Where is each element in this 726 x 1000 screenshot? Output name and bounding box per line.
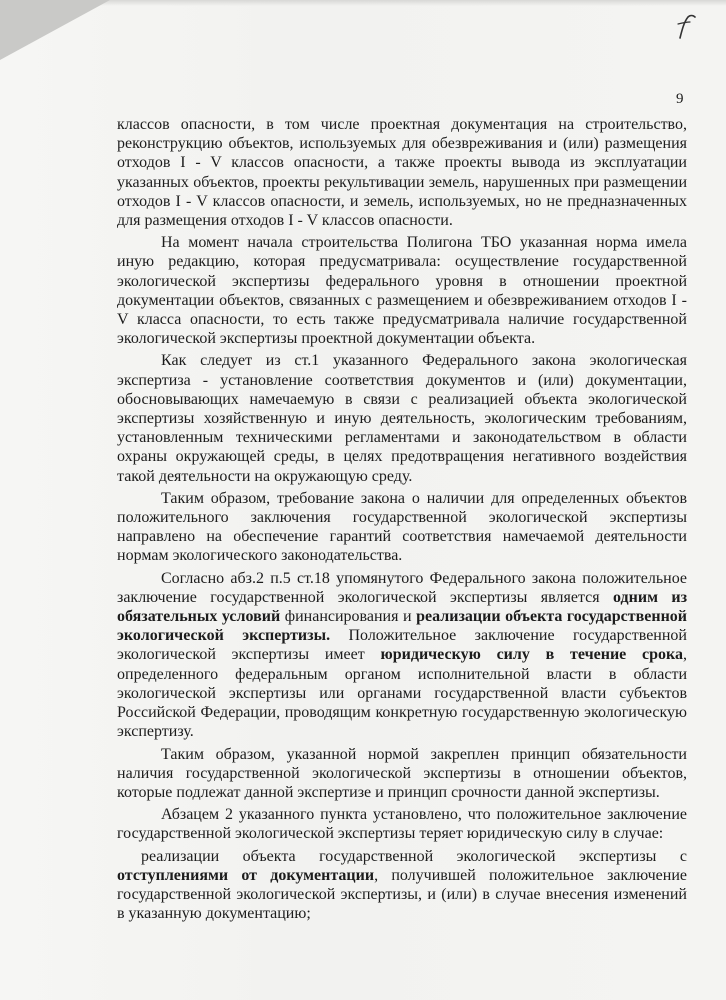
bold-legal-force: юридическую силу в течение срока xyxy=(380,646,683,664)
paragraph-previous-edition: На момент начала строительства Полигона ТБО указанная норма имела иную редакцию, которая предусматривала: осуществление государственной экологической экспертизы федерального уровня в отношении проектной документации объектов, связанных с размещением и обезвреживанием отходов I - V класса опасности, то есть также предусматривала наличие государственной экологической экспертизы проектной документации объекта. xyxy=(117,234,687,348)
paragraph-deviation xyxy=(117,847,687,924)
paragraph-article-18 xyxy=(117,569,687,742)
page-number: 9 xyxy=(676,91,684,107)
paragraph-definition: Как следует из ст.1 указанного Федерального закона экологическая экспертиза - установление соответствия документов и (или) документации, обосновывающих намечаемую в связи с реализацией объекта экологической экспертизы хозяйственную и иную деятельность, экологическим требованиям, установленным техническими регламентами и законодательством в области охраны окружающей среды, в целях предотвращения негативного воздействия такой деятельности на окружающую среду. xyxy=(117,352,687,485)
bold-deviations: отступлениями от документации xyxy=(117,866,375,884)
document-body xyxy=(117,115,687,926)
folded-corner xyxy=(0,0,110,60)
handwritten-mark-icon xyxy=(676,12,698,42)
paragraph-continuation: классов опасности, в том числе проектная документация на строительство, реконструкцию объектов, используемых для обезвреживания и (или) размещения отходов I - V классов опасности, а также проекты вывода из эксплуатации указанных объектов, проекты рекультивации земель, нарушенных при размещении отходов I - V классов опасности, и земель, используемых, но не предназначенных для размещения отходов I - V классов опасности. xyxy=(117,116,687,230)
text-span: , получившей положительное заключение государственной экологической экспертизы, и (или) в случае внесения изменений в указанную документацию; xyxy=(117,866,687,923)
text-span: , определенного федеральным органом исполнительной власти в области экологической экспертизы или органами государственной власти субъектов Российской Федерации, проводящим конкретную государственную экологическую экспертизу. xyxy=(117,646,687,741)
bold-obligatory-condition: одним из обязательных условий xyxy=(117,588,688,626)
paragraph-principle: Таким образом, указанной нормой закреплен принцип обязательности наличия государственной экологической экспертизы в отношении объектов, которые подлежат данной экспертизе и принцип срочности данной экспертизы. xyxy=(117,745,687,801)
text-span: реализации объекта государственной экологической экспертизы с xyxy=(141,847,687,865)
text-span: финансирования и xyxy=(280,608,417,626)
text-span: Положительное заключение государственной экологической экспертизы имеет xyxy=(117,627,687,664)
paragraph-requirement: Таким образом, требование закона о наличии для определенных объектов положительного заключения государственной экологической экспертизы направлено на обеспечение гарантий соответствия намечаемой деятельности нормам экологического законодательства. xyxy=(117,489,687,565)
paragraph-loses-force: Абзацем 2 указанного пункта установлено, что положительное заключение государственной экологической экспертизы теряет юридическую силу в случае: xyxy=(117,806,687,843)
text-span: Согласно абз.2 п.5 ст.18 упомянутого Федерального закона положительное заключение государственной экологической экспертизы является xyxy=(117,569,687,606)
bold-implementation: реализации объекта государственной экологической экспертизы. xyxy=(117,608,688,645)
